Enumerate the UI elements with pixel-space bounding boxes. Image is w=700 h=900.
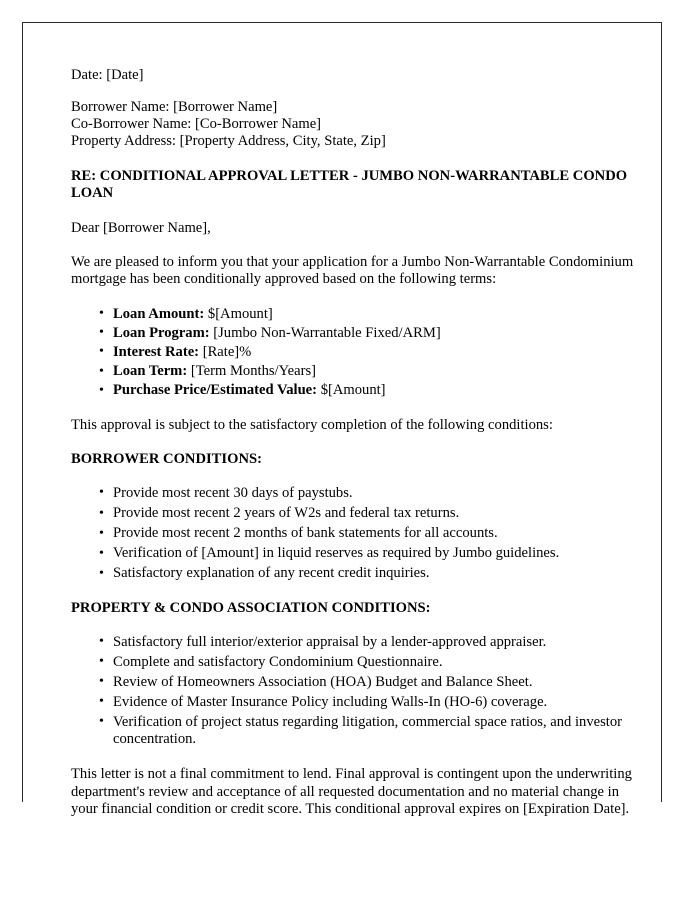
list-item [71, 363, 663, 381]
list-item [71, 306, 663, 324]
list-item: • Evidence of Master Insurance Policy including Walls-In (HO-6) coverage. [71, 694, 661, 712]
list-item: • Verification of project status regarding litigation, commercial space ratios, and investor concentration. [71, 714, 661, 749]
loan-term-value: $[Amount] [320, 382, 386, 399]
list-item: • Review of Homeowners Association (HOA) Budget and Balance Sheet. [71, 674, 661, 692]
list-item: • Provide most recent 30 days of paystubs. [71, 485, 661, 503]
loan-term-label: Purchase Price/Estimated Value: [113, 382, 318, 399]
list-item: • Satisfactory full interior/exterior appraisal by a lender-approved appraiser. [71, 634, 661, 652]
list-item: • Provide most recent 2 years of W2s and federal tax returns. [71, 505, 661, 523]
co-borrower-name-line: Co-Borrower Name: [Co-Borrower Name] [71, 116, 322, 132]
list-item [71, 325, 663, 343]
conditions-lead-in: This approval is subject to the satisfactory completion of the following conditions: [71, 416, 553, 433]
loan-term-label: Loan Amount: [113, 305, 205, 322]
salutation: Dear [Borrower Name], [71, 220, 211, 236]
list-item [71, 382, 663, 400]
recipient-block [71, 99, 663, 151]
list-item: • Provide most recent 2 months of bank statements for all accounts. [71, 525, 661, 543]
loan-term-value: $[Amount] [207, 305, 273, 322]
property-conditions-list [71, 634, 663, 750]
list-item [71, 344, 663, 362]
property-conditions-heading: PROPERTY & CONDO ASSOCIATION CONDITIONS: [71, 599, 431, 616]
property-address-line: Property Address: [Property Address, City, State, Zip] [71, 133, 386, 150]
loan-term-value: [Jumbo Non-Warrantable Fixed/ARM] [213, 324, 441, 341]
page-title: RE: CONDITIONAL APPROVAL LETTER - JUMBO NON-WARRANTABLE CONDO LOAN [71, 167, 628, 202]
intro-paragraph: We are pleased to inform you that your application for a Jumbo Non-Warrantable Condominium mortgage has been conditionally approved based on the following terms: [71, 253, 634, 288]
document-body [71, 67, 663, 819]
list-item: • Verification of [Amount] in liquid reserves as required by Jumbo guidelines. [71, 545, 661, 563]
loan-term-label: Interest Rate: [113, 343, 200, 360]
loan-terms-list [71, 306, 663, 400]
date-line: Date: [Date] [71, 67, 144, 83]
loan-term-value: [Term Months/Years] [190, 363, 317, 380]
list-item: • Complete and satisfactory Condominium Questionnaire. [71, 654, 661, 672]
borrower-name-line: Borrower Name: [Borrower Name] [71, 98, 278, 115]
borrower-conditions-heading: BORROWER CONDITIONS: [71, 451, 262, 468]
loan-term-label: Loan Term: [113, 363, 188, 380]
loan-term-label: Loan Program: [113, 324, 210, 341]
list-item: • Satisfactory explanation of any recent credit inquiries. [71, 565, 661, 583]
borrower-conditions-list [71, 485, 663, 583]
loan-term-value: [Rate]% [202, 343, 252, 360]
document-page [22, 22, 662, 818]
closing-paragraph: This letter is not a final commitment to lend. Final approval is contingent upon the underwriting department's review and acceptance of all requested documentation and no material change in your financial condition or credit score. This conditional approval expires on [Expiration Date]. [71, 766, 632, 818]
